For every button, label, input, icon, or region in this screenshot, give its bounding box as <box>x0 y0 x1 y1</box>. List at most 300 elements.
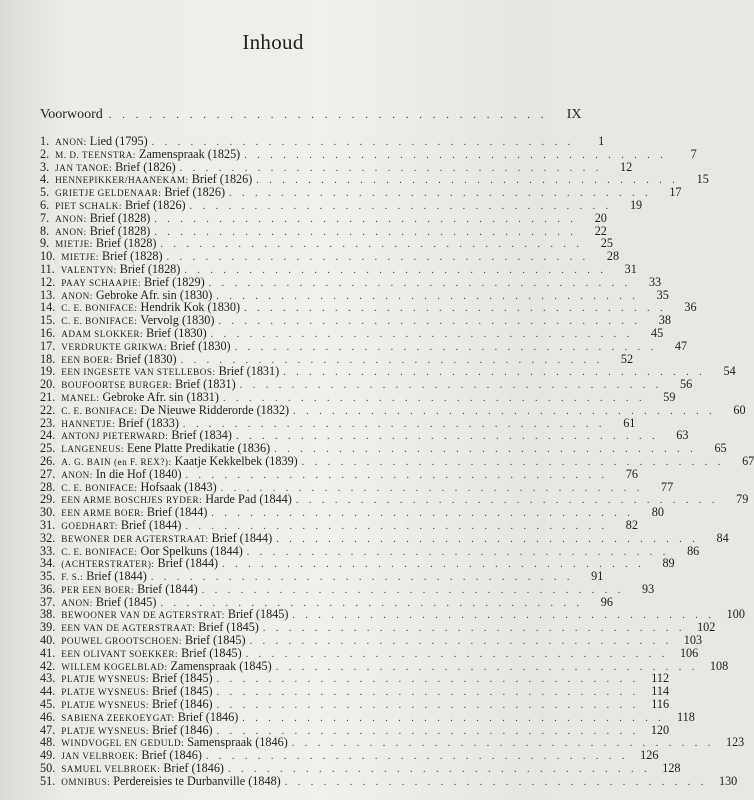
entry-number: 13. <box>40 287 56 302</box>
toc-entry <box>40 338 688 353</box>
entry-heading <box>61 481 216 495</box>
entry-title: Gebroke Afr. sin (1830) <box>95 287 213 302</box>
entry-author: A. G. BAIN (en F. REX?): <box>61 456 172 467</box>
entry-author: EEN OLIVANT SOEKKER: <box>61 648 179 659</box>
dot-leader: . . . . . . . . . . . . . . . . . . . . . . . . . . . . . . . . . <box>201 584 625 596</box>
entry-page: 25 <box>600 236 613 251</box>
toc-entry <box>40 261 637 276</box>
entry-title: Perdereisies te Durbanville (1848) <box>113 773 281 788</box>
entry-title: Brief (1845) <box>184 633 246 648</box>
dot-leader: . . . . . . . . . . . . . . . . . . . . . . . . . . . . . . . . . <box>189 200 613 212</box>
entry-number: 40. <box>40 633 56 648</box>
toc-entry <box>40 697 670 712</box>
dot-leader: . . . . . . . . . . . . . . . . . . . . . . . . . . . . . . . . . <box>262 623 686 635</box>
entry-author: M. D. TEENSTRA: <box>55 149 136 160</box>
entry-page: 63 <box>676 428 689 443</box>
entry-author: C. E. BONIFACE: <box>61 482 138 493</box>
entry-title: Oor Spelkuns (1844) <box>140 543 243 558</box>
toc-entry <box>40 684 670 699</box>
entry-author: ANON: <box>55 226 87 237</box>
entry-number: 15. <box>40 313 56 328</box>
entry-number: 47. <box>40 722 56 737</box>
dot-leader: . . . . . . . . . . . . . . . . . . . . . . . . . . . . . . . . . <box>284 776 708 788</box>
dot-leader: . . . . . . . . . . . . . . . . . . . . . . . . . . . . . . . . . <box>242 712 665 724</box>
entry-author: C. E. BONIFACE: <box>61 546 138 557</box>
page-heading: Inhoud <box>242 30 304 54</box>
entry-number: 20. <box>40 377 56 392</box>
entry-page: 84 <box>716 530 729 545</box>
dot-leader: . . . . . . . . . . . . . . . . . . . . . . . . . . . . . . . . . <box>229 188 652 200</box>
dot-leader: . . . . . . . . . . . . . . . . . . . . . . . . . . . . . . . . . <box>160 239 583 251</box>
dot-leader: . . . . . . . . . . . . . . . . . . . . . . . . . . . . . . . . . <box>185 520 608 532</box>
dot-leader: . . . . . . . . . . . . . . . . . . . . . . . . . . . . . . . . . <box>292 610 715 622</box>
entry-author: ANON: <box>61 597 93 608</box>
entry-title: Vervolg (1830) <box>140 313 215 328</box>
entry-page: 123 <box>725 735 745 750</box>
entry-title: Brief (1826) <box>164 185 226 200</box>
entry-title: Brief (1845) <box>198 620 259 635</box>
entry-author: ANON: <box>55 137 87 147</box>
toc-entry <box>40 159 633 174</box>
entry-page: 20 <box>594 210 607 225</box>
dot-leader: . . . . . . . . . . . . . . . . . . . . . . . . . . . . . . . . . <box>218 316 641 328</box>
entry-author: PLATJE WYSNEUS: <box>61 687 149 698</box>
entry-title: Brief (1844) <box>211 530 273 545</box>
entry-author: C. E. BONIFACE: <box>61 405 138 416</box>
entry-number: 25. <box>40 441 56 456</box>
entry-author: POUWEL GROOTSCHOEN: <box>61 636 182 647</box>
entry-page: 120 <box>650 722 670 737</box>
toc-entry <box>40 134 605 148</box>
dot-leader: . . . . . . . . . . . . . . . . . . . . . . . . . . . . . . . . . <box>208 277 632 289</box>
entry-title: Brief (1826) <box>191 172 253 187</box>
dot-leader: . . . . . . . . . . . . . . . . . . . . . . . . . . . . . . . . . <box>222 392 646 404</box>
entry-page: 45 <box>650 325 664 340</box>
dot-leader: . . . . . . . . . . . . . . . . . . . . . . . . . . . . . . . . . <box>151 137 575 148</box>
entry-page: 130 <box>718 773 738 788</box>
entry-author: ANON: <box>55 213 87 224</box>
entry-author: HANNETJE: <box>61 418 116 429</box>
entry-number: 9. <box>40 236 50 251</box>
toc-entry <box>40 300 697 315</box>
entry-title: Brief (1829) <box>144 274 205 289</box>
dot-leader: . . . . . . . . . . . . . . . . . . . . . . . . . . . . . . . . . <box>293 405 716 417</box>
entry-page: 76 <box>625 466 639 481</box>
dot-leader: . . . . . . . . . . . . . . . . . . . . . . . . . . . . . . . . . <box>301 456 725 468</box>
entry-title: Brief (1831) <box>218 364 280 379</box>
entry-title: Brief (1844) <box>146 505 208 520</box>
entry-number: 38. <box>40 607 56 622</box>
entry-number: 34. <box>40 556 56 571</box>
dot-leader: . . . . . . . . . . . . . . . . . . . . . . . . . . . . . . . . . <box>216 290 639 302</box>
entry-number: 17. <box>40 338 56 353</box>
entry-number: 4. <box>40 172 50 187</box>
entry-page: 102 <box>697 620 716 635</box>
entry-number: 28. <box>40 479 56 494</box>
entry-author: PLATJE WYSNEUS: <box>61 725 149 736</box>
entry-author: VALENTYN: <box>60 264 117 275</box>
entry-title: Brief (1828) <box>89 223 151 238</box>
entry-page: 77 <box>661 479 674 494</box>
entry-page: 82 <box>625 517 638 532</box>
entry-author: ANON: <box>61 469 93 480</box>
toc-entry <box>40 530 729 545</box>
entry-title: Eene Platte Predikatie (1836) <box>126 441 271 456</box>
entry-number: 27. <box>40 466 56 481</box>
entry-number: 31. <box>40 517 56 532</box>
dot-leader: . . . . . . . . . . . . . . . . . . . . . . . . . . . . . . . . . <box>184 264 607 276</box>
entry-number: 10. <box>40 249 56 264</box>
entry-author: EEN ARME BOER: <box>61 508 144 519</box>
entry-page: 52 <box>620 351 634 366</box>
entry-title: Gebroke Afr. sin (1831) <box>102 389 219 404</box>
entry-author: JAN TANOE: <box>55 162 113 173</box>
entry-title: Brief (1828) <box>89 210 151 225</box>
entry-author: EEN ARME BOSCHJES RYDER: <box>61 495 203 506</box>
toc-entry <box>40 287 669 302</box>
entry-page: 59 <box>663 389 676 404</box>
entry-page: 128 <box>662 761 681 776</box>
entry-title: Hofsaak (1843) <box>140 479 217 494</box>
dot-leader: . . . . . . . . . . . . . . . . . . . . . . . . . . . . . . . . . <box>291 738 715 750</box>
entry-author: PER EEN BOER: <box>61 584 135 595</box>
entry-author: MANEL: <box>61 392 100 403</box>
dot-leader: . . . . . . . . . . . . . . . . . . . . . . . . . . . . . . . . . <box>166 252 590 264</box>
entry-author: PAAY SCHAAPIE: <box>61 277 141 288</box>
entry-heading <box>55 161 176 175</box>
entry-author: PLATJE WYSNEUS: <box>61 700 149 711</box>
entry-number: 44. <box>40 684 56 699</box>
entry-heading <box>61 365 279 379</box>
entry-title: Brief (1830) <box>146 325 207 340</box>
entry-author: WILLEM KOGELBLAD: <box>61 661 168 672</box>
entry-page: 12 <box>620 159 633 174</box>
entry-page: 93 <box>642 581 655 596</box>
entry-number: 23. <box>40 415 56 430</box>
entry-title: Hendrik Kok (1830) <box>140 300 241 315</box>
dot-leader: . . . . . . . . . . . . . . . . . . . . . . . . . . . . . . . . . <box>182 418 606 430</box>
entry-author: GOEDHART: <box>61 520 118 531</box>
dot-leader: . . . . . . . . . . . . . . . . . . . . . . . . . . . . . . . . . <box>220 482 644 494</box>
entry-author: ADAM SLOKKER: <box>61 328 144 339</box>
toc-entry <box>40 492 749 507</box>
entry-author: BEWONER DER AGTERSTRAAT: <box>61 533 209 544</box>
entry-title: Brief (1846) <box>163 761 224 776</box>
entry-author: PLATJE WYSNEUS: <box>61 674 149 685</box>
entry-page: 17 <box>669 185 682 200</box>
entry-title: Brief (1828) <box>119 261 181 276</box>
dot-leader: . . . . . . . . . . . . . . . . . . . . . . . . . . . . . . . . . <box>246 546 670 558</box>
toc-entry <box>40 466 639 481</box>
dot-leader: . . . . . . . . . . . . . . . . . . . . . . . . . . . . . . . . . <box>210 328 634 340</box>
entry-author: EEN INGESETE VAN STELLEBOS: <box>61 367 216 378</box>
entry-title: Zamenspraak (1825) <box>139 146 241 161</box>
entry-number: 16. <box>40 325 56 340</box>
entry-title: De Nieuwe Ridderorde (1832) <box>140 402 290 417</box>
dot-leader: . . . . . . . . . . . . . . . . . . . . . . . . . . . . . . . . . <box>154 226 577 238</box>
dot-leader: . . . . . . . . . . . . . . . . . . . . . . . . . . . . . . . . . <box>160 597 583 609</box>
entry-title: Brief (1845) <box>95 594 157 609</box>
entry-title: In die Hof (1840) <box>95 466 182 481</box>
entry-page: 91 <box>591 569 604 584</box>
foreword-entry <box>40 107 582 123</box>
entry-page: 22 <box>594 223 607 238</box>
entry-author: WINDVOGEL EN GEDULD: <box>61 738 185 749</box>
entry-title: Brief (1831) <box>175 377 236 392</box>
entry-page: 56 <box>680 377 693 392</box>
entry-number: 1. <box>40 134 50 148</box>
toc-entry <box>40 773 738 788</box>
dot-leader: . . . . . . . . . . . . . . . . . . . . . . . . . . . . . . . . . <box>108 109 548 121</box>
entry-page: 1 <box>598 134 605 148</box>
entry-heading <box>61 353 176 367</box>
entry-page: 7 <box>690 146 697 161</box>
toc-entry <box>40 172 709 187</box>
toc-entry <box>40 569 604 584</box>
entry-title: Brief (1826) <box>115 159 176 174</box>
toc-entry <box>40 748 659 763</box>
dot-leader: . . . . . . . . . . . . . . . . . . . . . . . . . . . . . . . . . <box>239 380 663 392</box>
entry-number: 21. <box>40 389 56 404</box>
entry-number: 48. <box>40 735 56 750</box>
entry-heading <box>61 775 281 789</box>
entry-number: 11. <box>40 261 55 276</box>
entry-title: Brief (1846) <box>177 709 239 724</box>
entry-page: 106 <box>679 645 699 660</box>
dot-leader: . . . . . . . . . . . . . . . . . . . . . . . . . . . . . . . . . <box>256 175 679 187</box>
dot-leader: . . . . . . . . . . . . . . . . . . . . . . . . . . . . . . . . . <box>211 508 634 520</box>
entry-author: MIETJE: <box>61 252 99 263</box>
entry-title: Brief (1828) <box>95 236 157 251</box>
entry-number: 39. <box>40 620 56 635</box>
dot-leader: . . . . . . . . . . . . . . . . . . . . . . . . . . . . . . . . . <box>244 303 667 315</box>
entry-author: SABIENA ZEEKOEYGAT: <box>61 712 175 723</box>
toc-entry <box>40 517 638 532</box>
entry-page: 60 <box>733 402 746 417</box>
entry-number: 30. <box>40 505 56 520</box>
entry-page: 47 <box>674 338 688 353</box>
entry-page: 100 <box>726 607 745 622</box>
dot-leader: . . . . . . . . . . . . . . . . . . . . . . . . . . . . . . . . . <box>180 354 604 366</box>
dot-leader: . . . . . . . . . . . . . . . . . . . . . . . . . . . . . . . . . <box>245 648 669 660</box>
entry-page: 28 <box>606 249 620 264</box>
entry-page: 19 <box>629 197 643 212</box>
entry-number: 35. <box>40 569 56 584</box>
entry-title: Brief (1826) <box>125 197 186 212</box>
dot-leader: . . . . . . . . . . . . . . . . . . . . . . . . . . . . . . . . . <box>216 674 640 686</box>
toc-entry <box>40 645 699 660</box>
toc-entry <box>40 543 700 558</box>
dot-leader: . . . . . . . . . . . . . . . . . . . . . . . . . . . . . . . . . <box>205 751 629 763</box>
dot-leader: . . . . . . . . . . . . . . . . . . . . . . . . . . . . . . . . . <box>228 764 651 776</box>
table-of-contents <box>40 134 754 788</box>
dot-leader: . . . . . . . . . . . . . . . . . . . . . . . . . . . . . . . . . <box>185 469 609 481</box>
entry-number: 19. <box>40 364 56 379</box>
entry-number: 33. <box>40 543 56 558</box>
toc-entry <box>40 146 697 161</box>
entry-author: EEN VAN DE AGTERSTRAAT: <box>61 623 196 634</box>
entry-author: HENNEPIKKER/HAANEKAM: <box>55 175 189 186</box>
toc-entry <box>40 325 664 340</box>
toc-entry <box>40 658 729 673</box>
dot-leader: . . . . . . . . . . . . . . . . . . . . . . . . . . . . . . . . . <box>235 431 659 443</box>
entry-heading <box>61 519 181 533</box>
entry-number: 5. <box>40 185 50 200</box>
dot-leader: . . . . . . . . . . . . . . . . . . . . . . . . . . . . . . . . . <box>275 661 699 673</box>
entry-title: Brief (1844) <box>137 581 198 596</box>
dot-leader: . . . . . . . . . . . . . . . . . . . . . . . . . . . . . . . . . <box>283 367 706 379</box>
entry-page: 112 <box>651 671 670 686</box>
entry-number: 50. <box>40 761 56 776</box>
entry-page: 31 <box>624 261 637 276</box>
entry-title: Zamenspraak (1845) <box>170 658 272 673</box>
entry-number: 18. <box>40 351 56 366</box>
toc-entry <box>40 428 689 443</box>
entry-number: 14. <box>40 300 56 315</box>
dot-leader: . . . . . . . . . . . . . . . . . . . . . . . . . . . . . . . . . <box>150 572 574 584</box>
toc-entry <box>40 709 695 724</box>
entry-title: Brief (1845) <box>181 645 242 660</box>
entry-number: 49. <box>40 748 56 763</box>
entry-author: ANON: <box>61 290 93 301</box>
entry-page: 36 <box>684 300 697 315</box>
entry-author: MIETJE: <box>55 239 93 250</box>
entry-heading <box>55 135 148 149</box>
entry-page: 38 <box>658 313 671 328</box>
entry-number: 12. <box>40 274 56 289</box>
foreword-label: Voorwoord <box>40 107 103 122</box>
entry-author: ANTONJ PIETERWARD: <box>61 431 169 442</box>
entry-title: Brief (1846) <box>141 748 202 763</box>
entry-title: Brief (1830) <box>116 351 177 366</box>
entry-number: 37. <box>40 594 56 609</box>
toc-entry <box>40 671 670 686</box>
entry-title: Brief (1830) <box>170 338 231 353</box>
toc-entry <box>40 607 745 622</box>
entry-title: Kaatje Kekkelbek (1839) <box>174 453 298 468</box>
entry-author: C. E. BONIFACE: <box>61 316 138 327</box>
entry-page: 61 <box>623 415 636 430</box>
entry-title: Brief (1844) <box>157 556 219 571</box>
entry-page: 114 <box>651 684 670 699</box>
entry-page: 118 <box>676 709 695 724</box>
entry-number: 41. <box>40 645 56 660</box>
entry-number: 3. <box>40 159 50 174</box>
entry-number: 29. <box>40 492 56 507</box>
entry-title: Brief (1846) <box>152 697 213 712</box>
entry-author: GRIETJE GELDENAAR: <box>55 188 162 199</box>
entry-page: 108 <box>709 658 729 673</box>
entry-author: BOUFOORTSE BURGER: <box>61 380 173 391</box>
entry-page: 54 <box>723 364 736 379</box>
toc-entry <box>40 313 671 328</box>
entry-page: 116 <box>651 697 670 712</box>
dot-leader: . . . . . . . . . . . . . . . . . . . . . . . . . . . . . . . . . <box>216 725 640 737</box>
entry-author: SAMUEL VELBROEK: <box>61 764 161 775</box>
dot-leader: . . . . . . . . . . . . . . . . . . . . . . . . . . . . . . . . . <box>295 495 719 507</box>
entry-number: 51. <box>40 773 56 788</box>
entry-page: 126 <box>640 748 659 763</box>
dot-leader: . . . . . . . . . . . . . . . . . . . . . . . . . . . . . . . . . <box>216 687 640 699</box>
toc-entry <box>40 633 703 648</box>
entry-author: VERDRUKTE GRIKWA: <box>61 341 167 352</box>
entry-page: 79 <box>736 492 749 507</box>
toc-entry <box>40 505 664 520</box>
entry-heading <box>61 596 156 610</box>
entry-number: 46. <box>40 709 56 724</box>
entry-author: BEWOONER VAN DE AGTERSTRAT: <box>61 610 225 621</box>
entry-page: 15 <box>696 172 709 187</box>
dot-leader: . . . . . . . . . . . . . . . . . . . . . . . . . . . . . . . . . <box>276 533 699 545</box>
dot-leader: . . . . . . . . . . . . . . . . . . . . . . . . . . . . . . . . . <box>154 213 577 225</box>
entry-page: 89 <box>662 556 675 571</box>
dot-leader: . . . . . . . . . . . . . . . . . . . . . . . . . . . . . . . . . <box>274 444 697 456</box>
entry-number: 42. <box>40 658 56 673</box>
entry-number: 6. <box>40 197 50 212</box>
entry-number: 32. <box>40 530 56 545</box>
entry-title: Brief (1834) <box>171 428 232 443</box>
toc-entry <box>40 415 636 430</box>
entry-number: 2. <box>40 146 50 161</box>
entry-title: Samenspraak (1846) <box>187 735 288 750</box>
dot-leader: . . . . . . . . . . . . . . . . . . . . . . . . . . . . . . . . . <box>216 700 640 712</box>
entry-author: EEN BOER: <box>61 354 113 365</box>
entry-author: OMNIBUS: <box>61 776 111 787</box>
toc-entry <box>40 364 736 379</box>
dot-leader: . . . . . . . . . . . . . . . . . . . . . . . . . . . . . . . . . <box>244 149 667 161</box>
entry-author: PIET SCHALK: <box>55 200 122 211</box>
entry-number: 22. <box>40 402 56 417</box>
dot-leader: . . . . . . . . . . . . . . . . . . . . . . . . . . . . . . . . . <box>234 341 658 353</box>
entry-page: 103 <box>683 633 703 648</box>
entry-page: 67 <box>742 453 754 468</box>
entry-page: 80 <box>651 505 664 520</box>
entry-page: 65 <box>714 441 727 456</box>
entry-page: 35 <box>656 287 669 302</box>
entry-title: Brief (1828) <box>101 249 163 264</box>
toc-entry <box>40 185 682 200</box>
entry-author: C. E. BONIFACE: <box>61 303 138 314</box>
entry-title: Brief (1845) <box>152 684 213 699</box>
dot-leader: . . . . . . . . . . . . . . . . . . . . . . . . . . . . . . . . . <box>249 636 673 648</box>
entry-author: F. S.: <box>61 572 84 583</box>
entry-title: Lied (1795) <box>89 134 148 148</box>
entry-page: 33 <box>648 274 662 289</box>
entry-number: 7. <box>40 210 50 225</box>
foreword-page: IX <box>566 107 582 122</box>
entry-number: 43. <box>40 671 56 686</box>
toc-entry <box>40 249 620 264</box>
entry-author: LANGENEUS: <box>61 444 124 455</box>
entry-number: 45. <box>40 697 56 712</box>
entry-number: 24. <box>40 428 56 443</box>
entry-page: 86 <box>687 543 700 558</box>
dot-leader: . . . . . . . . . . . . . . . . . . . . . . . . . . . . . . . . . <box>179 162 603 174</box>
entry-page: 96 <box>600 594 613 609</box>
entry-title: Brief (1844) <box>120 517 182 532</box>
entry-title: Brief (1833) <box>118 415 179 430</box>
entry-number: 26. <box>40 453 56 468</box>
entry-title: Brief (1846) <box>152 722 213 737</box>
entry-number: 8. <box>40 223 50 238</box>
entry-author: (ACHTERSTRATER): <box>61 559 155 570</box>
entry-title: Brief (1844) <box>86 569 147 584</box>
entry-title: Brief (1845) <box>152 671 213 686</box>
entry-author: JAN VELBROEK: <box>61 751 139 762</box>
entry-title: Harde Pad (1844) <box>205 492 292 507</box>
entry-number: 36. <box>40 581 56 596</box>
toc-entry <box>40 402 746 417</box>
